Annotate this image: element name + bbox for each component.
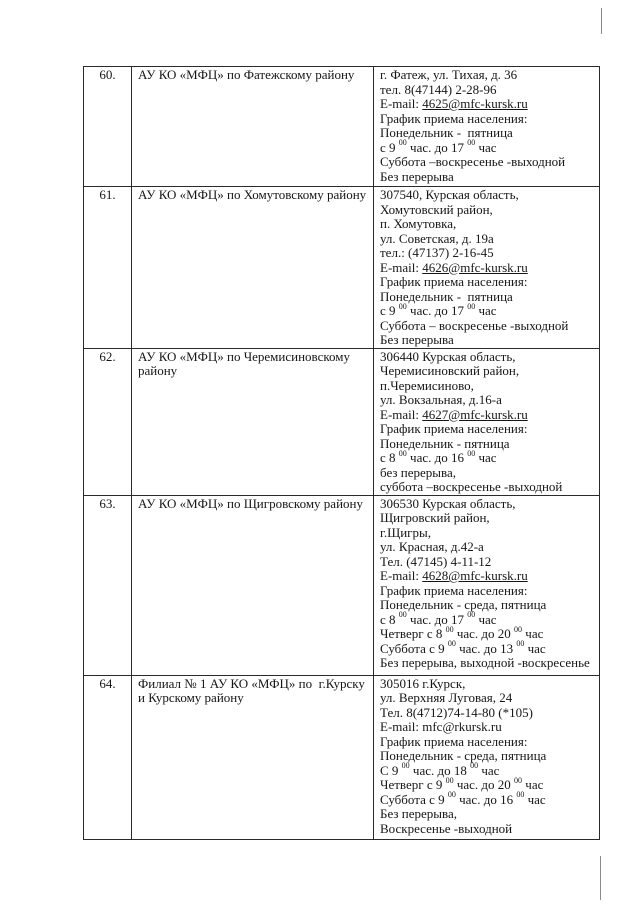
address-text: Без перерыва xyxy=(380,332,454,347)
address-text: ул. Верхняя Луговая, 24 xyxy=(380,690,513,705)
address-text: 305016 г.Курск, xyxy=(380,675,466,691)
address-text: час xyxy=(475,303,497,318)
org-name-cell xyxy=(132,187,374,349)
scan-edge-mark-top xyxy=(601,8,602,34)
address-text: Без перерыва xyxy=(380,168,454,184)
address-text: E-mail: xyxy=(380,406,423,422)
address-line xyxy=(380,761,593,779)
address-text: час. до 16 xyxy=(406,450,468,465)
superscript-time: 00 xyxy=(398,138,407,148)
address-cell xyxy=(374,675,600,839)
address-text: E-mail: xyxy=(380,96,423,111)
address-line xyxy=(380,775,593,793)
address-text: График приема населения: xyxy=(380,110,528,126)
address-line xyxy=(380,203,593,218)
address-text: Хомутовский район, xyxy=(380,201,493,217)
address-line xyxy=(380,364,593,379)
address-line xyxy=(380,639,593,657)
address-text: График приема населения: xyxy=(380,421,528,436)
superscript-time: 00 xyxy=(398,301,407,311)
address-line xyxy=(380,301,593,319)
superscript-time: 00 xyxy=(516,790,525,800)
address-line xyxy=(380,333,593,348)
address-text: час xyxy=(478,762,500,778)
address-text: График приема населения: xyxy=(380,582,528,598)
address-text: Без перерыва, xyxy=(380,806,457,821)
table-body xyxy=(84,67,600,840)
address-line xyxy=(380,677,593,692)
org-name-line: АУ КО «МФЦ» по Щигровскому району xyxy=(138,495,363,511)
address-text: Суббота –воскресенье -выходной xyxy=(380,154,566,169)
address-text: час. до 17 xyxy=(406,611,468,627)
address-line xyxy=(380,246,593,261)
row-number-cell xyxy=(84,187,132,349)
address-text: Четверг с 8 xyxy=(380,626,446,641)
address-text: Суббота с 9 xyxy=(380,640,448,656)
address-line xyxy=(380,112,593,127)
address-text: час xyxy=(522,626,544,641)
address-line xyxy=(380,706,593,721)
address-line xyxy=(380,437,593,452)
address-line xyxy=(380,807,593,822)
row-number-cell xyxy=(84,675,132,839)
address-line xyxy=(380,749,593,764)
address-line xyxy=(380,497,593,512)
address-text: 306530 Курская область, xyxy=(380,495,516,511)
superscript-time: 00 xyxy=(514,624,523,634)
address-text: час. до 16 xyxy=(455,791,517,807)
superscript-time: 00 xyxy=(467,138,476,148)
table-row xyxy=(84,348,600,495)
row-number: 61. xyxy=(99,187,116,202)
address-text: Суббота с 9 xyxy=(380,791,448,807)
address-line xyxy=(380,822,593,837)
table-row xyxy=(84,495,600,675)
org-name-cell xyxy=(132,495,374,675)
address-line xyxy=(380,569,593,584)
address-line xyxy=(380,319,593,334)
address-line xyxy=(380,155,593,170)
row-number: 62. xyxy=(99,348,116,364)
email-link: 4626@mfc-kursk.ru xyxy=(422,259,528,275)
address-text: суббота –воскресенье -выходной xyxy=(380,479,563,494)
address-text: час. до 20 xyxy=(453,626,515,641)
address-text: с 8 xyxy=(380,450,399,465)
address-line xyxy=(380,217,593,232)
address-text: час xyxy=(522,777,544,792)
superscript-time: 00 xyxy=(401,761,410,771)
address-text: Тел. (47145) 4-11-12 xyxy=(380,553,492,569)
address-text: Понедельник - пятница xyxy=(380,288,513,304)
superscript-time: 00 xyxy=(398,448,407,458)
org-name-line: АУ КО «МФЦ» по Черемисиновскому xyxy=(138,348,351,364)
address-text: Без перерыва, выходной -воскресенье xyxy=(380,655,590,670)
address-line xyxy=(380,126,593,141)
superscript-time: 00 xyxy=(516,639,525,649)
address-line xyxy=(380,350,593,365)
email-link: 4628@mfc-kursk.ru xyxy=(422,568,528,583)
address-line xyxy=(380,448,593,466)
superscript-time: 00 xyxy=(447,790,456,800)
address-text: Суббота – воскресенье -выходной xyxy=(380,317,569,333)
address-line xyxy=(380,540,593,555)
address-text: E-mail: xyxy=(380,259,423,275)
address-line xyxy=(380,138,593,156)
address-text: Понедельник - среда, пятница xyxy=(380,597,547,612)
row-number: 64. xyxy=(99,675,116,691)
address-text: час. до 18 xyxy=(409,762,471,778)
address-text: с 9 xyxy=(380,303,399,318)
superscript-time: 00 xyxy=(447,639,456,649)
superscript-time: 00 xyxy=(467,301,476,311)
address-cell xyxy=(374,187,600,349)
address-text: Воскресенье -выходной xyxy=(380,820,513,836)
address-text: г.Щигры, xyxy=(380,524,432,540)
address-text: Тел. 8(4712)74-14-80 (*105) xyxy=(380,704,533,720)
address-line xyxy=(380,83,593,98)
address-text: Черемисиновский район, xyxy=(380,363,520,378)
address-text: час xyxy=(524,791,546,807)
address-text: ул. Советская, д. 19а xyxy=(380,230,494,246)
org-name-line: АУ КО «МФЦ» по Фатежскому району xyxy=(138,67,355,82)
superscript-time: 00 xyxy=(467,610,476,620)
address-text: 306440 Курская область, xyxy=(380,348,516,364)
address-line xyxy=(380,393,593,408)
address-cell xyxy=(374,348,600,495)
org-name-cell xyxy=(132,675,374,839)
address-line xyxy=(380,511,593,526)
address-cell xyxy=(374,67,600,187)
address-text: Щигровский район, xyxy=(380,510,490,525)
row-number-cell xyxy=(84,67,132,187)
address-line xyxy=(380,275,593,290)
address-line xyxy=(380,691,593,706)
address-text: E-mail: xyxy=(380,568,423,583)
address-text: п. Хомутовка, xyxy=(380,216,457,231)
address-text: 307540, Курская область, xyxy=(380,187,519,202)
address-line xyxy=(380,188,593,203)
address-text: С 9 xyxy=(380,762,402,778)
superscript-time: 00 xyxy=(445,624,454,634)
address-text: час xyxy=(475,450,497,465)
address-text: час. до 13 xyxy=(455,640,517,656)
address-text: ул. Вокзальная, д.16-а xyxy=(380,392,502,407)
address-line xyxy=(380,720,593,735)
address-line xyxy=(380,97,593,112)
address-line xyxy=(380,408,593,423)
address-line xyxy=(380,422,593,437)
address-line xyxy=(380,526,593,541)
address-text: час xyxy=(524,640,546,656)
address-line xyxy=(380,790,593,808)
address-line xyxy=(380,610,593,628)
superscript-time: 00 xyxy=(445,775,454,785)
address-text: тел. 8(47144) 2-28-96 xyxy=(380,81,497,97)
address-text: час. до 17 xyxy=(406,303,468,318)
address-text: Понедельник - среда, пятница xyxy=(380,748,547,763)
row-number: 60. xyxy=(99,67,116,82)
org-name-line: Филиал № 1 АУ КО «МФЦ» по г.Курску xyxy=(138,675,365,691)
address-text: с 8 xyxy=(380,611,399,627)
table-row xyxy=(84,67,600,187)
address-text: Понедельник - пятница xyxy=(380,435,510,451)
address-line xyxy=(380,624,593,642)
address-line xyxy=(380,261,593,276)
row-number: 63. xyxy=(99,495,116,511)
superscript-time: 00 xyxy=(398,610,407,620)
address-text: с 9 xyxy=(380,139,399,155)
address-line xyxy=(380,735,593,750)
address-text: Четверг с 9 xyxy=(380,777,446,792)
address-text: тел.: (47137) 2-16-45 xyxy=(380,245,494,260)
address-text: График приема населения: xyxy=(380,733,528,749)
address-text: График приема населения: xyxy=(380,274,528,289)
address-text: час xyxy=(475,611,497,627)
address-line xyxy=(380,598,593,613)
address-text: час. до 20 xyxy=(453,777,515,792)
address-text: час. до 17 xyxy=(406,139,468,155)
row-number-cell xyxy=(84,495,132,675)
address-line xyxy=(380,170,593,185)
superscript-time: 00 xyxy=(470,761,479,771)
address-text: без перерыва, xyxy=(380,464,456,480)
org-name-line: и Курскому району xyxy=(138,690,244,705)
table-row xyxy=(84,675,600,839)
org-name-line: АУ КО «МФЦ» по Хомутовскому району xyxy=(138,187,367,202)
table-row xyxy=(84,187,600,349)
address-line xyxy=(380,379,593,394)
email-link: 4625@mfc-kursk.ru xyxy=(422,96,528,111)
address-text: час xyxy=(475,139,497,155)
mfc-offices-table xyxy=(83,66,600,840)
address-text: ул. Красная, д.42-а xyxy=(380,539,484,554)
org-name-cell xyxy=(132,67,374,187)
address-line xyxy=(380,656,593,671)
address-line xyxy=(380,68,593,83)
address-text: п.Черемисиново, xyxy=(380,377,474,393)
address-text: г. Фатеж, ул. Тихая, д. 36 xyxy=(380,67,518,82)
scan-edge-mark-bottom xyxy=(600,856,601,900)
row-number-cell xyxy=(84,348,132,495)
org-name-line: району xyxy=(138,363,178,378)
address-line xyxy=(380,480,593,495)
address-line xyxy=(380,555,593,570)
address-cell xyxy=(374,495,600,675)
superscript-time: 00 xyxy=(514,775,523,785)
address-line xyxy=(380,232,593,247)
email-link: 4627@mfc-kursk.ru xyxy=(422,406,528,422)
address-line xyxy=(380,290,593,305)
address-line xyxy=(380,584,593,599)
org-name-cell xyxy=(132,348,374,495)
address-text: Понедельник - пятница xyxy=(380,125,513,140)
address-text: E-mail: mfc@rkursk.ru xyxy=(380,719,502,734)
superscript-time: 00 xyxy=(467,448,476,458)
address-line xyxy=(380,466,593,481)
